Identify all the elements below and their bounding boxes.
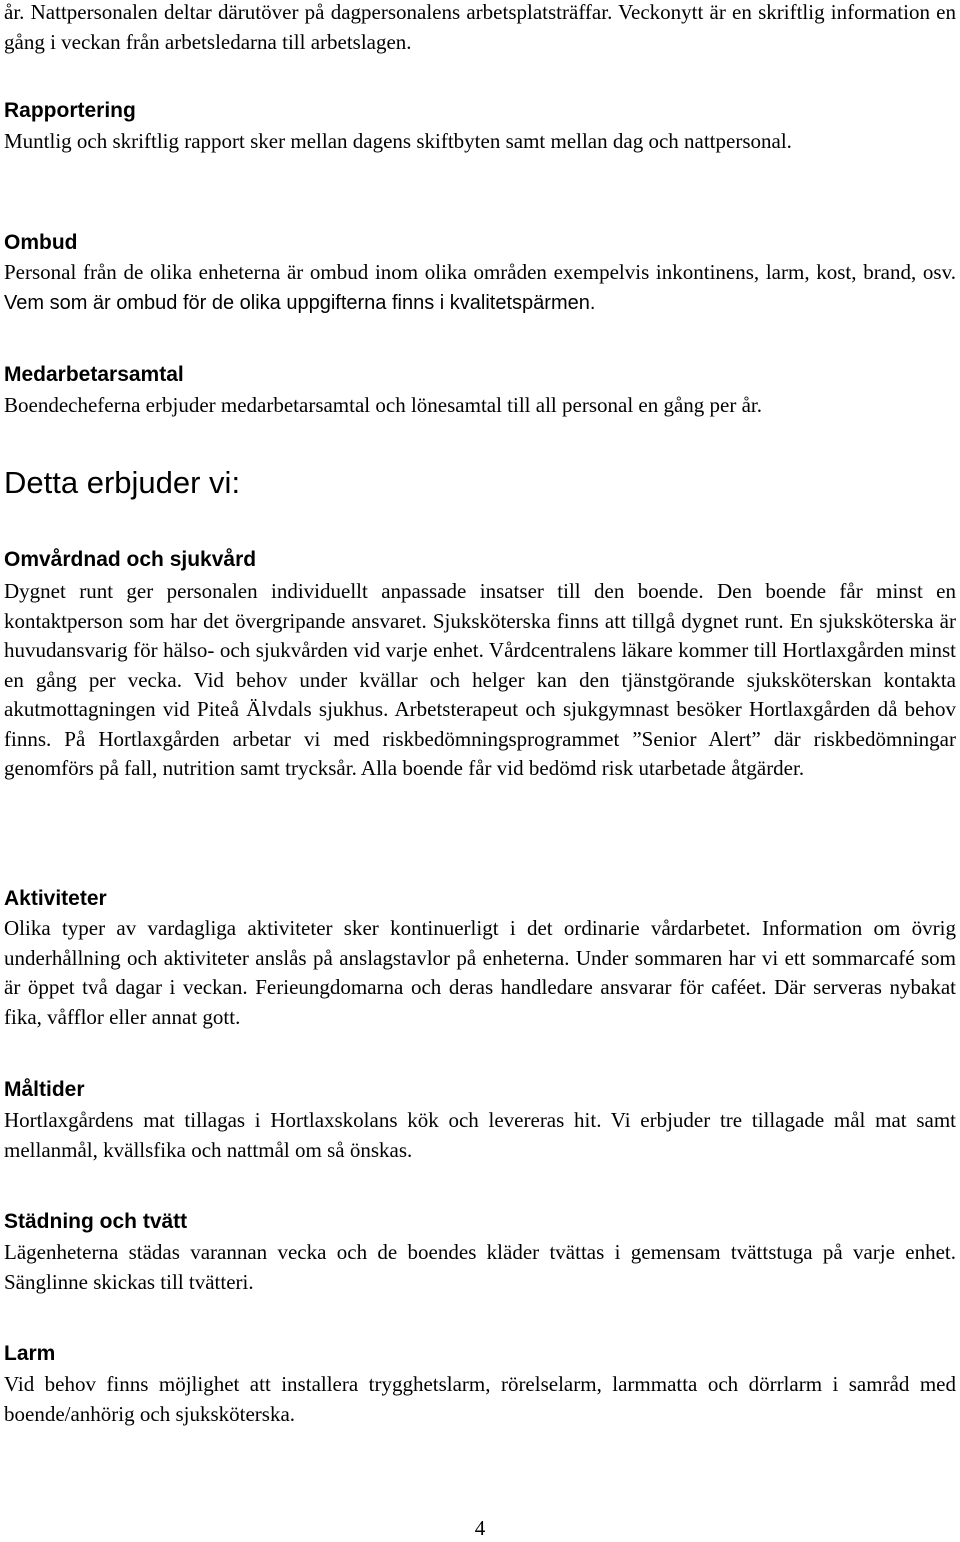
section-title: Detta erbjuder vi: [4,465,241,500]
heading-omvardnad: Omvårdnad och sjukvård [4,548,257,571]
page-number: 4 [474,1516,486,1540]
heading-rapportering: Rapportering [4,99,136,122]
heading-larm: Larm [4,1342,56,1365]
heading-maltider: Måltider [4,1078,85,1101]
intro-paragraph: år. Nattpersonalen deltar därutöver på dagpersonalens arbetsplatsträffar. Veckonytt är en skriftlig information en gång i veckan från arbetsledarna till arbetslagen. [4,0,956,54]
ombud-text-2: Vem som är ombud för de olika uppgifterna finns i kvalitetspärmen. [4,291,596,314]
ombud-paragraph [4,258,956,318]
heading-stadning: Städning och tvätt [4,1210,188,1233]
heading-aktiviteter: Aktiviteter [4,887,107,910]
aktiviteter-paragraph: Olika typer av vardagliga aktiviteter sker kontinuerligt i det ordinarie vårdarbetet. Information om övrig underhållning och aktiviteter anslås på anslagstavlor på enheterna. Under sommaren har vi ett sommarcafé som är öppet två dagar i veckan. Ferieungdomarna och deras handledare ansvarar för caféet. Där serveras nybakat fika, våfflor eller annat gott. [4,916,956,1029]
stadning-paragraph: Lägenheterna städas varannan vecka och de boendes kläder tvättas i gemensam tvättstuga på varje enhet. Sänglinne skickas till tvätteri. [4,1240,956,1294]
medarbetarsamtal-paragraph: Boendecheferna erbjuder medarbetarsamtal och lönesamtal till all personal en gång per år. [4,393,763,417]
maltider-paragraph: Hortlaxgårdens mat tillagas i Hortlaxskolans kök och levereras hit. Vi erbjuder tre tillagade mål mat samt mellanmål, kvällsfika och nattmål om så önskas. [4,1108,956,1162]
rapportering-paragraph: Muntlig och skriftlig rapport sker mellan dagens skiftbyten samt mellan dag och nattpersonal. [4,129,792,153]
heading-ombud: Ombud [4,231,78,254]
larm-paragraph: Vid behov finns möjlighet att installera trygghetslarm, rörelselarm, larmmatta och dörrlarm i samråd med boende/anhörig och sjuksköterska. [4,1372,956,1426]
omvardnad-paragraph: Dygnet runt ger personalen individuellt anpassade insatser till den boende. Den boende får minst en kontaktperson som har det övergripande ansvaret. Sjuksköterska finns att tillgå dygnet runt. En sjuksköterska är huvudansvarig för hälso- och sjukvården vid varje enhet. Vårdcentralens läkare kommer till Hortlaxgården minst en gång per vecka. Vid behov under kvällar och helger kan den tjänstgörande sjuksköterskan kontakta akutmottagningen vid Piteå Älvdals sjukhus. Arbetsterapeut och sjukgymnast besöker Hortlaxgården då behov finns. På Hortlaxgården arbetar vi med riskbedömningsprogrammet ”Senior Alert” där riskbedömningar genomförs på fall, nutrition samt trycksår. Alla boende får vid bedömd risk utarbetade åtgärder. [4,579,956,780]
heading-medarbetarsamtal: Medarbetarsamtal [4,363,184,386]
ombud-text: Personal från de olika enheterna är ombud inom olika områden exempelvis inkontinens, larm, kost, brand, osv. [4,260,956,284]
